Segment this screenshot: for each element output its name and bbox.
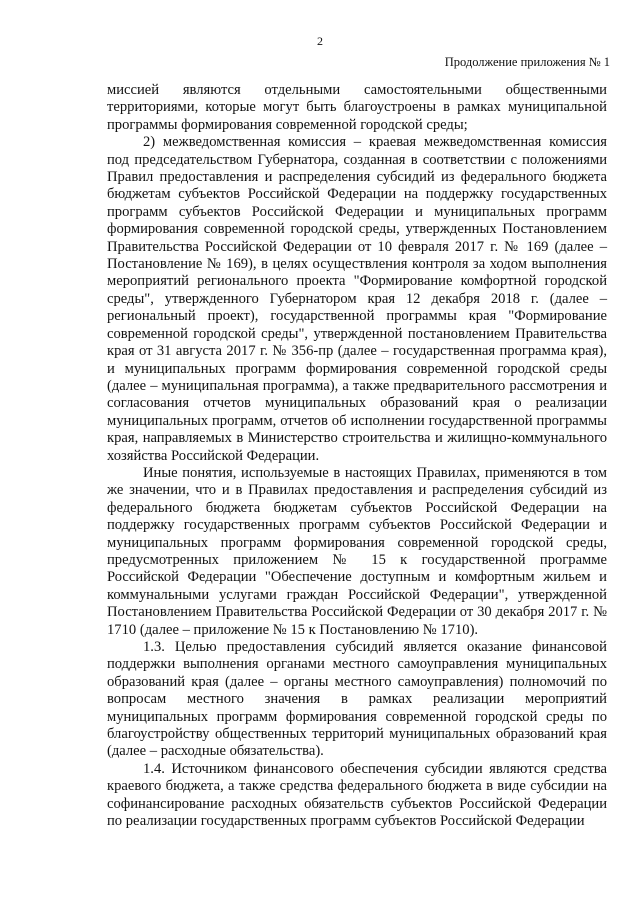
paragraph-commission-continuation: миссией являются отдельными самостоятельными общественными территориями, которые могут быть благоустроены в рамках муниципальной программы формирования современной городской среды; (107, 82, 607, 133)
paragraph-other-concepts: Иные понятия, используемые в настоящих Правилах, применяются в том же значении, что и в Правилах предоставления и распределения субсидий из федерального бюджета бюджетам субъектов Российской Федерации на поддержку государственных программ субъектов Российской Федерации и муниципальных программ формирования современной городской среды, предусмотренных приложением № 15 к государственной программе Российской Федерации "Обеспечение доступным и комфортным жильем и коммунальными услугами граждан Российской Федерации", утвержденной Постановлением Правительства Российской Федерации от 30 декабря 2017 г. № 1710 (далее – приложение № 15 к Постановлению № 1710). (107, 464, 607, 638)
paragraph-interdepartmental-commission: 2) межведомственная комиссия – краевая межведомственная комиссия под председательством Губернатора, созданная в соответствии с положениями Правил предоставления и распределения субсидий из федерального бюджета бюджетам субъектов Российской Федерации на поддержку государственных программ субъектов Российской Федерации и муниципальных программ формирования современной городской среды, утвержденных Постановлением Правительства Российской Федерации от 10 февраля 2017 г. № 169 (далее – Постановление № 169), в целях осуществления контроля за ходом выполнения мероприятий регионального проекта "Формирование комфортной городской среды", утвержденного Губернатором края 12 декабря 2018 г. (далее – региональный проект), государственной программы края "Формирование современной городской среды", утвержденной постановлением Правительства края от 31 августа 2017 г. № 356-пр (далее – государственная программа края), и муниципальных программ формирования современной городской среды (далее – муниципальная программа), а также предварительного рассмотрения и согласования отчетов муниципальных образований края о реализации муниципальных программ, отчетов об исполнении государственной программы края, направляемых в Министерство строительства и жилищно-коммунального хозяйства Российской Федерации. (107, 134, 607, 464)
document-body (107, 82, 607, 830)
paragraph-subsidy-purpose: 1.3. Целью предоставления субсидий является оказание финансовой поддержки выполнения органами местного самоуправления муниципальных образований края (далее – органы местного самоуправления) полномочий по вопросам местного значения в рамках реализации мероприятий муниципальных программ формирования современной городской среды по благоустройству общественных территорий муниципальных образований края (далее – расходные обязательства). (107, 639, 607, 760)
paragraph-funding-source: 1.4. Источником финансового обеспечения субсидии являются средства краевого бюджета, а также средства федерального бюджета в виде субсидии на софинансирование расходных обязательств субъектов Российской Федерации по реализации государственных программ субъектов Российской Федерации (107, 760, 607, 830)
page-number: 2 (317, 34, 323, 48)
appendix-continuation-label: Продолжение приложения № 1 (444, 55, 610, 69)
